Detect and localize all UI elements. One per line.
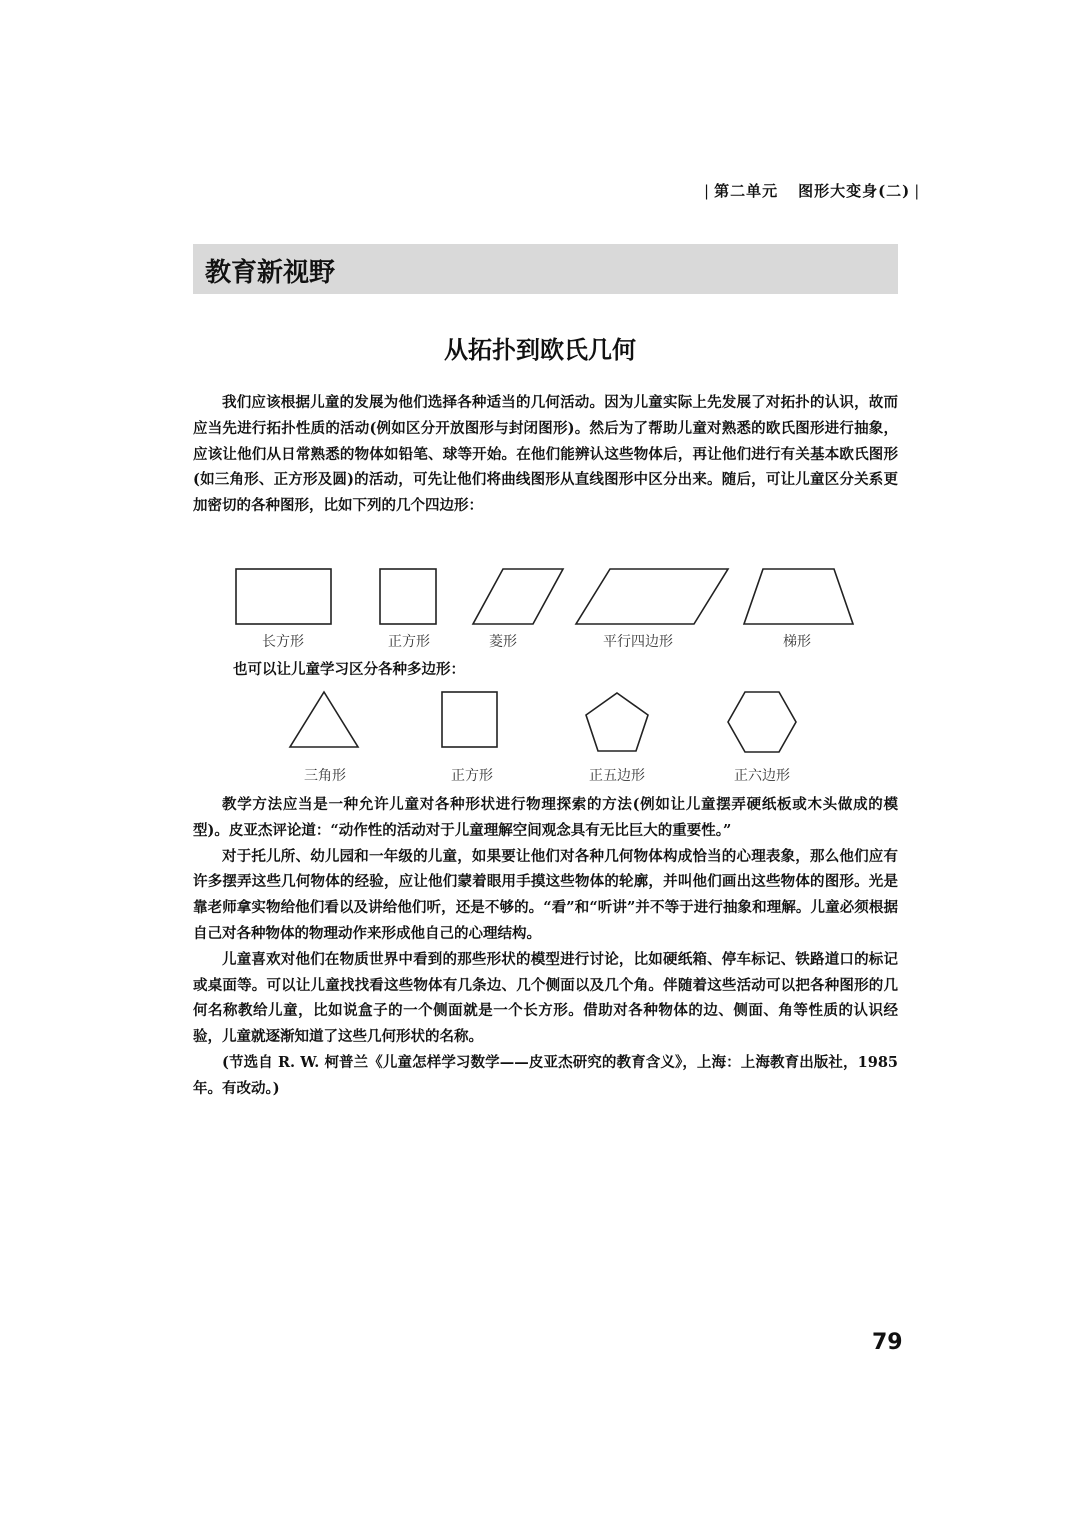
- square-icon: [442, 692, 497, 747]
- quad-label-square: 正方形: [388, 634, 430, 650]
- article-title: 从拓扑到欧氏几何: [444, 336, 636, 364]
- running-header: | 第二单元 图形大变身(二) |: [704, 182, 921, 200]
- paragraph-1-text: 我们应该根据儿童的发展为他们选择各种适当的几何活动。因为儿童实际上先发展了对拓扑的认识，故而应当先进行拓扑性质的活动(例如区分开放图形与封闭图形)。然后为了帮助儿童对熟悉的欧氏图形进行抽象，应该让他们从日常熟悉的物体如铅笔、球等开始。在他们能辨认这些物体后，再让他们进行有关基本欧氏图形(如三角形、正方形及圆)的活动，可先让他们将曲线图形从直线图形中区分出来。随后，可让儿童区分关系更加密切的各种图形，比如下列的几个四边形：: [193, 394, 898, 515]
- paragraph-2-lead: 也可以让儿童学习区分各种多边形：: [233, 661, 465, 678]
- trapezoid-icon: [744, 569, 853, 624]
- citation: (节选自 R. W. 柯普兰《儿童怎样学习数学——皮亚杰研究的教育含义》，上海：上海教育出版社，1985 年。有改动。): [193, 1053, 898, 1097]
- poly-label-hexagon: 正六边形: [734, 768, 790, 784]
- section-title: 教育新视野: [205, 258, 336, 288]
- poly-label-pentagon: 正五边形: [589, 768, 645, 784]
- header-chapter: 图形大变身(二): [798, 182, 911, 200]
- quad-label-trapezoid: 梯形: [783, 634, 811, 650]
- paragraph-1: [193, 390, 898, 519]
- body-text-block: [193, 792, 898, 1102]
- rhombus-icon: [473, 569, 563, 624]
- triangle-icon: [290, 692, 358, 747]
- poly-label-square: 正方形: [451, 768, 493, 784]
- paragraph-5: 儿童喜欢对他们在物质世界中看到的那些形状的模型进行讨论，比如硬纸箱、停车标记、铁路道口的标记或桌面等。可以让儿童找找看这些物体有几条边、几个侧面以及几个角。伴随着这些活动可以把各种图形的几何名称教给儿童，比如说盒子的一个侧面就是一个长方形。借助对各种物体的边、侧面、角等性质的认识经验，儿童就逐渐知道了这些几何形状的名称。: [193, 950, 898, 1046]
- quad-label-rhombus: 菱形: [489, 634, 517, 650]
- quad-label-rectangle: 长方形: [262, 634, 304, 650]
- hexagon-icon: [728, 692, 796, 752]
- rectangle-icon: [236, 569, 331, 624]
- page-number: 79: [872, 1330, 903, 1355]
- square-icon: [380, 569, 436, 624]
- header-unit: 第二单元: [714, 182, 779, 200]
- poly-label-triangle: 三角形: [304, 768, 346, 784]
- paragraph-4: 对于托儿所、幼儿园和一年级的儿童，如果要让他们对各种几何物体构成恰当的心理表象，那么他们应有许多摆弄这些几何物体的经验，应让他们蒙着眼用手摸这些物体的轮廓，并叫他们画出这些物体的图形。光是靠老师拿实物给他们看以及讲给他们听，还是不够的。“看”和“听讲”并不等于进行抽象和理解。儿童必须根据自己对各种物体的物理动作来形成他自己的心理结构。: [193, 847, 898, 942]
- pentagon-icon: [586, 693, 648, 751]
- quad-label-parallelogram: 平行四边形: [603, 634, 673, 650]
- parallelogram-icon: [576, 569, 728, 624]
- paragraph-3: 教学方法应当是一种允许儿童对各种形状进行物理探索的方法(例如让儿童摆弄硬纸板或木头做成的模型)。皮亚杰评论道：“动作性的活动对于儿童理解空间观念具有无比巨大的重要性。”: [193, 796, 898, 839]
